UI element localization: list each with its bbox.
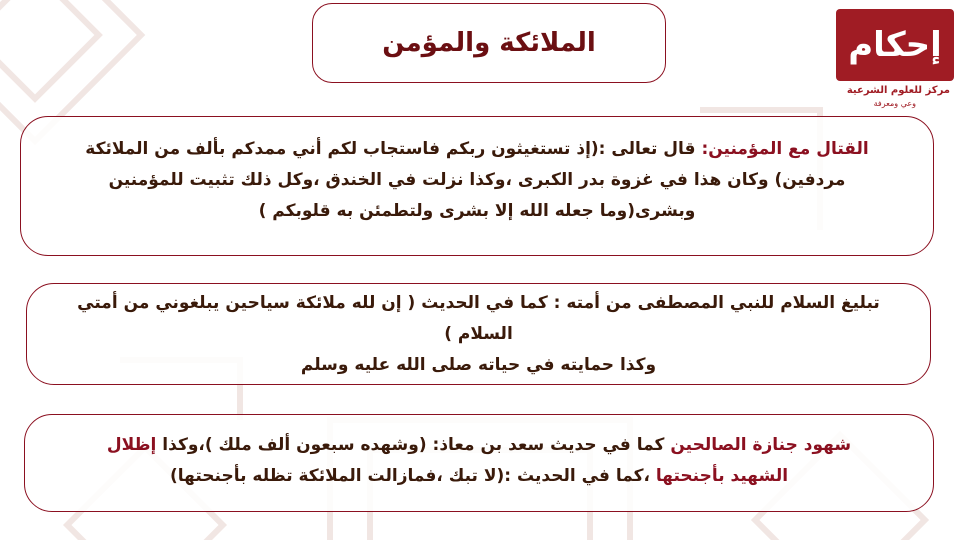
box3-heading: شهود جنازة الصالحين — [670, 435, 852, 455]
title-box — [312, 3, 666, 83]
box1-line1 — [49, 134, 905, 165]
logo — [832, 5, 954, 110]
box1-line1-text: قال تعالى :(إذ تستغيثون ربكم فاستجاب لكم أني ممدكم بألف من الملائكة — [85, 139, 702, 159]
logo-tagline: وعي ومعرفة — [873, 99, 916, 108]
logo-word: إحكام — [848, 25, 942, 65]
content-box-fighting — [20, 116, 934, 256]
logo-badge — [836, 9, 954, 81]
box2-line1-start: تبليغ السلام للنبي المصطفى — [637, 293, 880, 313]
box2-line1 — [43, 288, 914, 319]
box3-line1-text: كما في حديث سعد بن معاذ: (وشهده سبعون ألف ملك )،وكذا — [156, 435, 671, 455]
box3-line2-text: ،كما في الحديث :(لا تبك ،فمازالت الملائكة تظله بأجنحتها) — [169, 466, 656, 486]
page-title: الملائكة والمؤمن — [382, 28, 596, 58]
box3-line2-start: الشهيد بأجنحتها — [655, 466, 789, 486]
content-box-greeting — [26, 283, 931, 385]
box2-line1-text: من أمته : كما في الحديث ( إن لله ملائكة سياحين يبلغوني من أمتي — [77, 293, 638, 313]
box3-line1 — [53, 430, 905, 461]
box1-line2: مردفين) وكان هذا في غزوة بدر الكبرى ،وكذا نزلت في الخندق ،وكل ذلك تثبيت للمؤمنين — [108, 170, 846, 190]
box1-line3: وبشرى(وما جعله الله إلا بشرى ولتطمئن به قلوبكم ) — [258, 201, 696, 221]
box2-line3: وكذا حمايته في حياته صلى الله عليه وسلم — [300, 355, 657, 375]
box2-line2: السلام ) — [444, 324, 513, 344]
content-box-funeral — [24, 414, 934, 512]
box3-line2 — [53, 461, 905, 492]
box1-heading: القتال مع المؤمنين: — [701, 139, 869, 159]
logo-subtitle: مركز للعلوم الشرعية — [846, 85, 950, 96]
box3-line1-end: إظلال — [106, 435, 157, 455]
